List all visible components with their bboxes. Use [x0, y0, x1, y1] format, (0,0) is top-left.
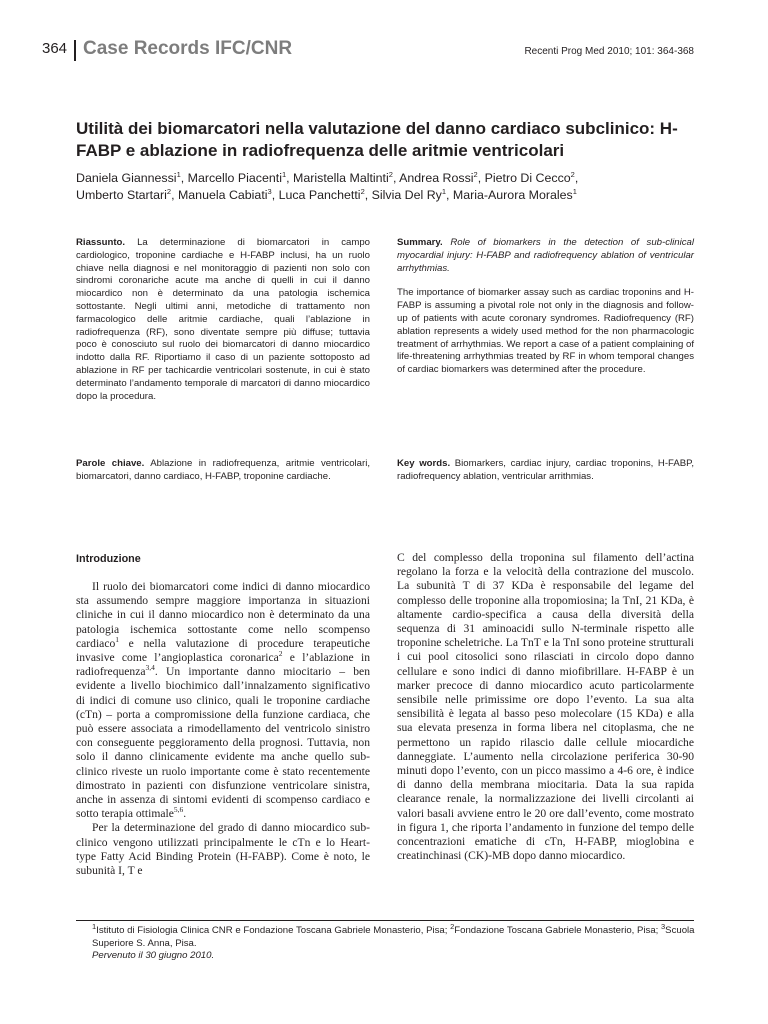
- abstract-en-text: The importance of biomarker assay such as cardiac troponins and H-FABP is assuming a pivotal role not only in the diagnosis and follow-up of patients with acute coronary syndromes. Radiofrequency (RF) ablation represents a widely used method for the non pharmacologic treatment of arrhythmias. We report a case of a patient complaining of life-threatening arrhythmias treated by RF in whom temporal changes of cardiac biomarkers was determined after the procedure.: [397, 287, 694, 376]
- abstract-it-text: La determinazione di biomarcatori in campo cardiologico, troponine cardiache e H-FABP inclusi, ha un ruolo chiave nella diagnosi e nel monitoraggio di pazienti non solo con sindromi coronariche acute ma anche di quelli in cui il danno miocardico non è determinato da una patologia ischemica sottostante. Negli ultimi anni, metodiche di trattamento non farmacologico delle aritmie cardiache, quali l’ablazione in radiofrequenza (RF), sono diventate sempre più diffuse; tuttavia poco è conosciuto sul ruolo dei biomarcatori di danno miocardico indotto dalla RF. Riportiamo il caso di un paziente sottoposto ad ablazione in RF per tachicardie ventricolari sostenute, in cui è stato determinato l’andamento temporale di marcatori di danno miocardico dopo la procedura.: [76, 237, 370, 402]
- citation-ref: 2: [278, 649, 283, 659]
- article-title: Utilità dei biomarcatori nella valutazione del danno cardiaco subclinico: H-FABP e ablazione in radiofrequenza delle aritmie ventricolari: [76, 119, 678, 160]
- abstract-it-label: Riassunto.: [76, 237, 126, 248]
- body-paragraph: [76, 580, 370, 821]
- aff-number: 1: [92, 921, 97, 931]
- author-name: Marcello Piacenti: [187, 171, 282, 185]
- author-name: Umberto Startari: [76, 188, 167, 202]
- keywords-english: [397, 458, 694, 484]
- author-name: Silvia Del Ry: [371, 188, 442, 202]
- abstract-en-title: Role of biomarkers in the detection of sub-clinical myocardial injury: H-FABP and radiofrequency ablation of ventricular arrhythmias.: [397, 237, 694, 274]
- author-affiliation-number: 2: [166, 186, 172, 196]
- author-affiliation-number: 2: [360, 186, 365, 196]
- section-title: Case Records IFC/CNR: [83, 38, 293, 59]
- author-name: Luca Panchetti: [278, 188, 361, 202]
- author-name: Daniela Giannessi: [76, 171, 177, 185]
- keywords-italian: [76, 458, 370, 484]
- footnote-rule: [76, 920, 694, 921]
- citation-ref: 5,6: [173, 805, 184, 815]
- affiliation: Scuola Superiore S. Anna, Pisa.: [92, 925, 695, 949]
- affiliations: [92, 921, 696, 950]
- footnote-affiliations: [92, 921, 696, 963]
- abstract-en-heading: [397, 237, 694, 275]
- author-name: Andrea Rossi: [399, 171, 474, 185]
- text-run: e nella valutazione di procedure terapeutiche invasive come l’angioplastica coronarica: [76, 636, 370, 665]
- aff-number: 3: [661, 921, 666, 931]
- author-affiliation-number: 2: [570, 169, 575, 179]
- citation-ref: 1: [115, 634, 120, 644]
- author-affiliation-number: 2: [473, 169, 478, 179]
- header-divider: [74, 40, 76, 61]
- body-paragraph: Per la determinazione del grado di danno miocardico sub-clinico vengono utilizzati principalmente le cTn e lo Heart-type Fatty Acid Binding Protein (H-FABP). Come è noto, le subunità I, T e: [76, 821, 370, 878]
- text-run: . Un importante danno miocitario – ben evidente a livello biochimico dall’innalzamento significativo di indici di comune uso clinico, quali le troponine cardiache (cTn) – porta a compromissione della funzione cardiaca, che può essere associata a rimodellamento del ventricolo sinistro con conseguente peggioramento della prognosi. Tuttavia, non solo il danno clinicamente evidente ma anche quello sub-clinico riveste un ruolo importante come è stato recentemente dimostrato in pazienti con disfunzione ventricolare sinistra, anche in assenza di sintomi evidenti di scompenso cardiaco e sotto terapia ottimale: [76, 665, 370, 821]
- citation-ref: 3,4: [145, 663, 155, 673]
- page-number: 364: [42, 40, 68, 57]
- affiliation: Istituto di Fisiologia Clinica CNR e Fondazione Toscana Gabriele Monasterio, Pisa;: [96, 925, 451, 936]
- author-affiliation-number: 3: [267, 186, 272, 196]
- journal-reference: Recenti Prog Med 2010; 101: 364-368: [524, 46, 694, 57]
- keywords-it-text: Ablazione in radiofrequenza, aritmie ventricolari, biomarcatori, danno cardiaco, H-FABP, troponine cardiache.: [76, 458, 371, 482]
- abstract-italian: [76, 237, 370, 403]
- keywords-en-label: Key words.: [397, 458, 451, 469]
- author-name: Maria-Aurora Morales: [452, 188, 573, 202]
- abstract-english: [397, 237, 694, 377]
- body-column-left: [76, 580, 370, 878]
- received-date: Pervenuto il 30 giugno 2010.: [92, 950, 215, 962]
- author-list: Daniela Giannessi$^1$, Marcello Piacenti$^1$, Maristella Maltinti$^2$, Andrea Rossi$^2$, Pietro Di Cecco$^2$, Umberto Startari$^2$, Manuela Cabiati$^3$, Luca Panchetti$^2$, Silvia Del Ry$^1$, Maria-Aurora Morales$^1$: [76, 169, 579, 202]
- author-affiliation-number: 1: [441, 186, 447, 196]
- author-name: Manuela Cabiati: [177, 188, 268, 202]
- body-column-right: [397, 551, 694, 863]
- author-name: Pietro Di Cecco: [484, 171, 571, 185]
- body-paragraph: C del complesso della troponina sul filamento dell’actina regolano la forza e la velocità della contrazione del muscolo. La subunità T di 37 KDa è responsabile del legame del complesso delle troponine alla tropomiosina; la TnI, 21 KDa, è altamente cardio-specifica a causa della diversità della sequenza di 31 aminoacidi sullo N-terminale rispetto alle troponine scheletriche. La TnT e la TnI sono proteine strutturali i cui pool citosolici sono rilasciati in circolo dopo danno cellulare e sono indici di danno miofibrillare. H-FABP è un marker precoce di danno miocardico acuto particolarmente sensibile nelle primissime ore dopo l’evento. La sua alta sensibilità è legata al basso peso molecolare (15 KDa) e alla sua elevata presenza in forma libera nel citoplasma, che ne permettono un rapido rilascio dalle cellule miocardiche danneggiate. L’aumento nella circolazione periferica 30-90 minuti dopo l’evento, con un picco massimo a 4-6 ore, è indice di danno della membrana miocitaria. Data la sua rapida clearance renale, la normalizzazione dei livelli circolanti ai valori basali avviene entro le 20 ore dall’evento, come mostrato in figura 1, che riporta l’andamento in funzione del tempo delle concentrazioni ematiche di cTn, H-FABP, mioglobina e creatinchinasi (CK)-MB dopo danno miocardico.: [397, 551, 694, 863]
- keywords-it-label: Parole chiave.: [76, 458, 145, 469]
- affiliation: Fondazione Toscana Gabriele Monasterio, Pisa;: [454, 925, 661, 936]
- text-run: Il ruolo dei biomarcatori come indici di danno miocardico sta assumendo sempre maggiore importanza in situazioni cliniche in cui il danno miocardico non è determinato da una patologia ischemica sottostante come nello scompenso cardiaco: [76, 580, 370, 650]
- author-affiliation-number: 2: [388, 169, 393, 179]
- author-affiliation-number: 1: [281, 169, 287, 179]
- abstract-en-label: Summary.: [397, 237, 443, 248]
- aff-number: 2: [450, 921, 455, 931]
- text-run: .: [183, 807, 187, 821]
- author-name: Maristella Maltinti: [293, 171, 389, 185]
- keywords-en-text: Biomarkers, cardiac injury, cardiac troponins, H-FABP, radiofrequency ablation, ventricular arrithmias.: [397, 458, 694, 482]
- author-affiliation-number: 1: [572, 186, 577, 196]
- text-run: e l’ablazione in radiofrequenza: [76, 651, 370, 679]
- author-affiliation-number: 1: [176, 169, 181, 179]
- section-heading-introduction: Introduzione: [76, 553, 141, 565]
